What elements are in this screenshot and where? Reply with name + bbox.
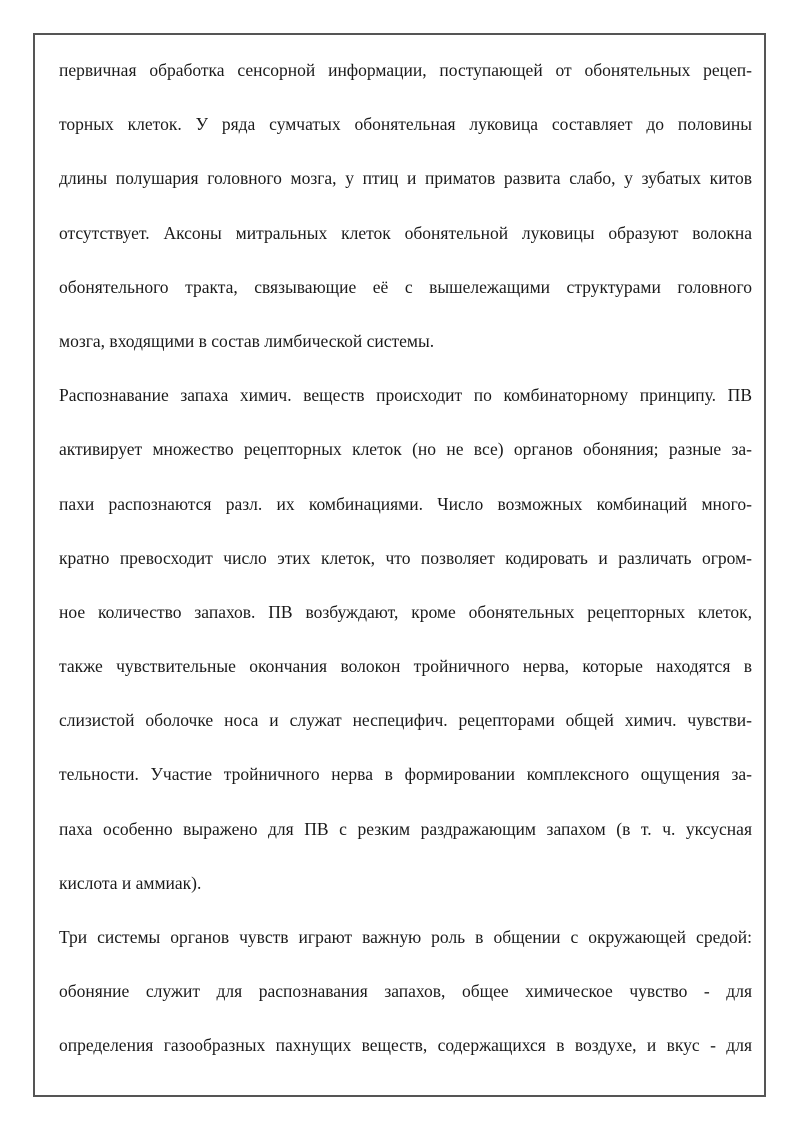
text-line: активирует множество рецепторных клеток (но не все) органов обоняния; разные за- [59, 439, 752, 460]
text-line: слизистой оболочке носа и служат неспецифич. рецепторами общей химич. чувстви- [59, 710, 752, 731]
text-line: первичная обработка сенсорной информации, поступающей от обонятельных рецеп- [59, 60, 752, 80]
text-line: кислота и аммиак). [59, 872, 202, 893]
text-line: определения газообразных пахнущих веществ, содержащихся в воздухе, и вкус - для [59, 1035, 752, 1056]
text-line: кратно превосходит число этих клеток, что позволяет кодировать и различать огром- [59, 547, 752, 568]
document-body [59, 50, 752, 1080]
text-line: Три системы органов чувств играют важную роль в общении с окружающей средой: [59, 927, 752, 947]
text-line: мозга, входящими в состав лимбической системы. [59, 330, 435, 351]
text-line: обоняние служит для распознавания запахов, общее химическое чувство - для [59, 981, 752, 1002]
text-line: обонятельного тракта, связывающие её с вышележащими структурами головного [59, 276, 752, 297]
text-line: торных клеток. У ряда сумчатых обонятельная луковица составляет до половины [59, 114, 752, 135]
text-line: паха особенно выражено для ПВ с резким раздражающим запахом (в т. ч. уксусная [59, 818, 752, 839]
text-line: Распознавание запаха химич. веществ происходит по комбинаторному принципу. ПВ [59, 385, 752, 406]
text-line: также чувствительные окончания волокон тройничного нерва, которые находятся в [59, 656, 752, 677]
text-line: пахи распознаются разл. их комбинациями. Число возможных комбинаций много- [59, 493, 752, 514]
text-line: тельности. Участие тройничного нерва в формировании комплексного ощущения за- [59, 764, 752, 785]
text-line: ное количество запахов. ПВ возбуждают, кроме обонятельных рецепторных клеток, [59, 601, 752, 622]
text-line: отсутствует. Аксоны митральных клеток обонятельной луковицы образуют волокна [59, 222, 752, 243]
text-line: длины полушария головного мозга, у птиц и приматов развита слабо, у зубатых китов [59, 168, 752, 189]
